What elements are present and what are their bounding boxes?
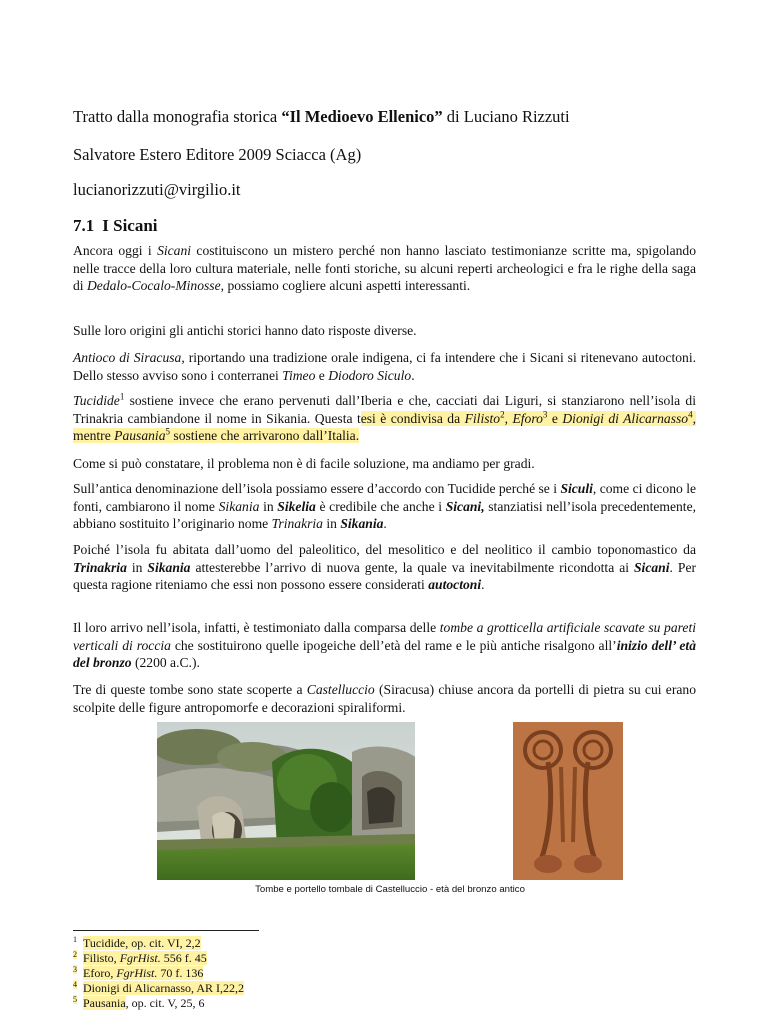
header-source-line: Tratto dalla monografia storica “Il Medioevo Ellenico” di Luciano Rizzuti: [73, 107, 570, 126]
footnote-5: $^5$ Pausania, op. cit. V, 25, 6: [73, 995, 205, 1010]
tomb-door-photo: [513, 722, 623, 880]
footnote-2: $^2$ Filisto, FgrHist. 556 f. 45: [73, 950, 207, 965]
section-number: 7.1: [73, 216, 95, 235]
paragraph-5: Come si può constatare, il problema non è di facile soluzione, ma andiamo per gradi.: [73, 456, 535, 471]
section-heading: [73, 216, 158, 236]
figure-caption: Tombe e portello tombale di Castelluccio - età del bronzo antico: [255, 884, 525, 895]
paragraph-9: Tre di queste tombe sono state scoperte a Castelluccio (Siracusa) chiuse ancora da portelli di pietra su cui erano scolpite delle figure antropomorfe e decorazioni spiraliformi.: [73, 682, 696, 715]
book-title: “Il Medioevo Ellenico”: [281, 107, 443, 126]
footnote-3: $^3$ Eforo, FgrHist. 70 f. 136: [73, 965, 204, 980]
footnote-1: $^1$ Tucidide, op. cit. VI, 2,2: [73, 935, 201, 950]
paragraph-7: Poiché l’isola fu abitata dall’uomo del paleolitico, del mesolitico e del neolitico il cambio toponomastico da Trinakria in Sikania attesterebbe l’arrivo di nuova gente, la quale va inevitabilmente ricondotta ai Sicani. Per questa ragione riteniamo che essi non possono essere considerati autoctoni.: [73, 542, 697, 593]
tombs-photo: [157, 722, 415, 880]
footnote-separator: [73, 930, 259, 931]
paragraph-4: Tucidide$^1$ sostiene invece che erano pervenuti dall’Iberia e che, cacciati dai Liguri, si stanziarono nell’isola di Trinakria cambiandone il nome in Sikania. Questa tesi è condivisa da Filisto$^2$, Eforo$^3$ e Dionigi di Alicarnasso$^4$, mentre Pausania$^5$ sostiene che arrivarono dall’Italia.: [73, 391, 696, 444]
header-email[interactable]: lucianorizzuti@virgilio.it: [73, 180, 241, 199]
header-publisher-line: Salvatore Estero Editore 2009 Sciacca (Ag): [73, 145, 362, 164]
footnote-ref: 1: [119, 391, 125, 402]
highlighted-text: esi è condivisa da Filisto$^2$, Eforo$^3$ e Dionigi di Alicarnasso$^4$, mentre Pausania$^5$ sostiene che arrivarono dall’Italia.: [73, 409, 696, 444]
paragraph-3: Antioco di Siracusa, riportando una tradizione orale indigena, ci fa intendere che i Sicani si ritenevano autoctoni. Dello stesso avviso sono i conterranei Timeo e Diodoro Siculo.: [73, 350, 696, 383]
paragraph-1: Ancora oggi i Sicani costituiscono un mistero perché non hanno lasciato testimonianze scritte ma, spigolando nelle tracce della loro cultura materiale, nelle fonti storiche, su alcuni reperti archeologici e fra le righe della saga di Dedalo-Cocalo-Minosse, possiamo cogliere alcuni aspetti interessanti.: [73, 243, 696, 294]
section-title: I Sicani: [102, 216, 158, 235]
paragraph-8: Il loro arrivo nell’isola, infatti, è testimoniato dalla comparsa delle tombe a grotticella artificiale scavate su pareti verticali di roccia che sostituirono quelle ipogeiche dell’età del rame e le più antiche risalgono all’inizio dell’ età del bronzo (2200 a.C.).: [73, 620, 697, 671]
paragraph-2: Sulle loro origini gli antichi storici hanno dato risposte diverse.: [73, 323, 417, 338]
paragraph-6: Sull’antica denominazione dell’isola possiamo essere d’accordo con Tucidide perché se i Siculi, come ci dicono le fonti, cambiarono il nome Sikania in Sikelia è credibile che anche i Sicani, stanziatisi nell’isola precedentemente, abbiano sostituito l’originario nome Trinakria in Sikania.: [73, 481, 697, 532]
footnote-4: $^4$ Dionigi di Alicarnasso, AR I,22,2: [73, 980, 244, 995]
